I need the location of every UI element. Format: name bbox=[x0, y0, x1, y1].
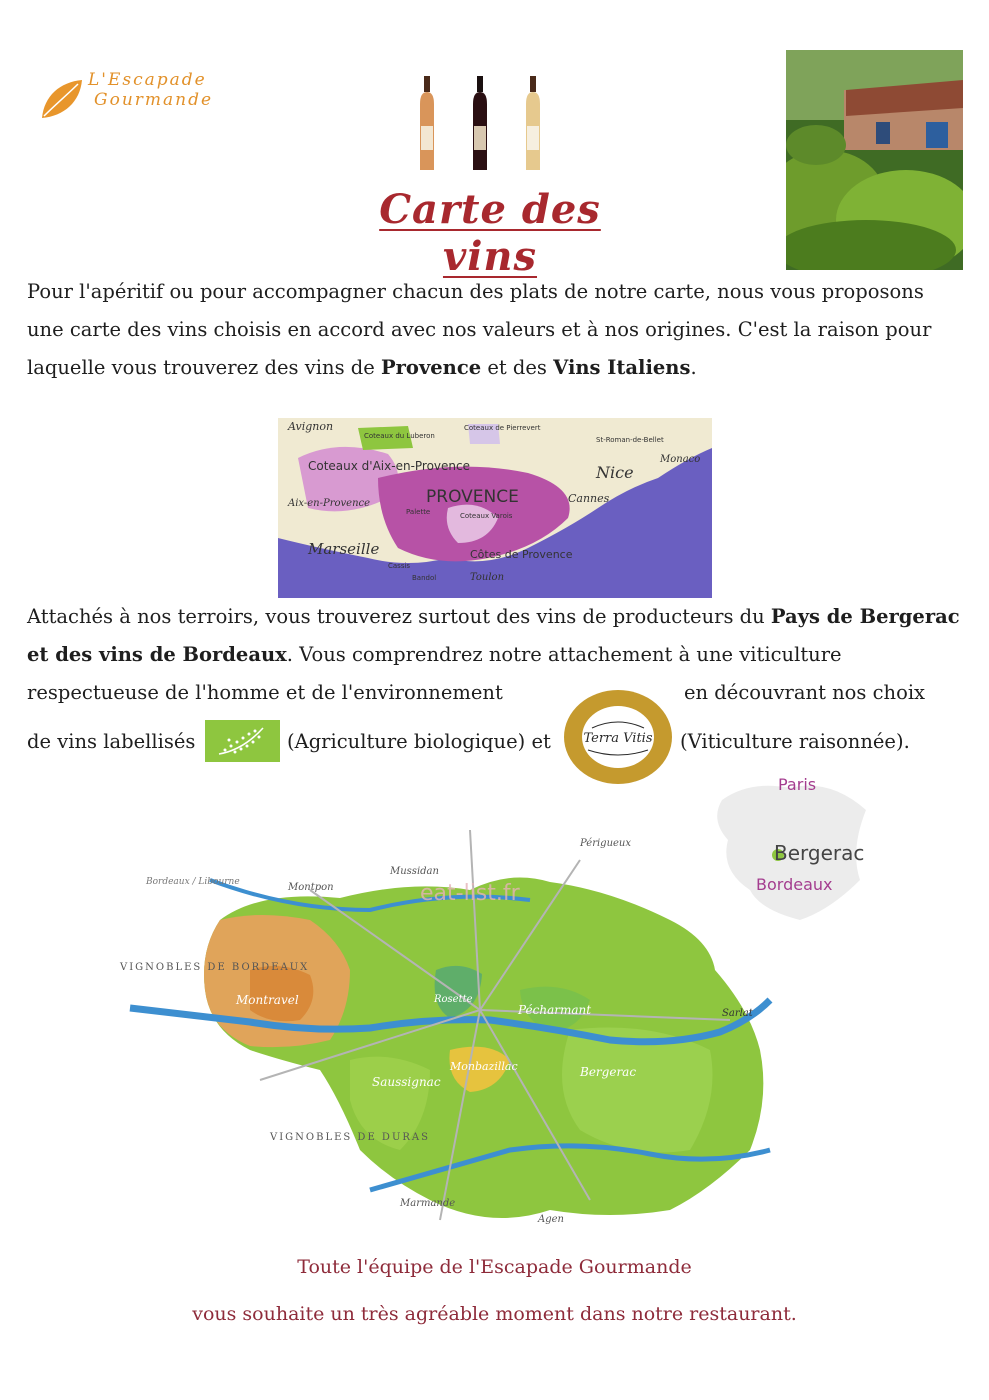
page-title: Carte des vins bbox=[379, 186, 601, 280]
terra-vitis-name: Terra Vitis bbox=[583, 731, 653, 746]
label-perigueux: Périgueux bbox=[580, 838, 632, 849]
label-vignobles-duras: VIGNOBLES DE DURAS bbox=[270, 1132, 430, 1143]
label-sarlat: Sarlat bbox=[722, 1008, 753, 1019]
label-bordeaux-libourne: Bordeaux / Libourne bbox=[146, 877, 240, 887]
bergerac-vineyards-map bbox=[110, 770, 870, 1240]
map-label-cotes-provence: Côtes de Provence bbox=[470, 548, 573, 561]
label-rosette: Rosette bbox=[434, 994, 473, 1005]
map-label-marseille: Marseille bbox=[308, 540, 380, 558]
map-label-toulon: Toulon bbox=[470, 572, 505, 583]
organic-leaf-badge-icon bbox=[205, 720, 280, 762]
label-mussidan: Mussidan bbox=[390, 866, 439, 877]
map-label-provence: PROVENCE bbox=[426, 487, 519, 507]
map-label-cannes: Cannes bbox=[568, 492, 610, 505]
italian-wines-highlight: Vins Italiens bbox=[553, 356, 691, 379]
label-monbazillac: Monbazillac bbox=[450, 1060, 518, 1073]
provence-map bbox=[278, 418, 712, 598]
label-montravel: Montravel bbox=[236, 993, 299, 1007]
leaf-icon bbox=[38, 76, 86, 124]
inset-paris: Paris bbox=[778, 775, 817, 794]
terroirs-raisonnee-text: (Viticulture raisonnée). bbox=[680, 730, 910, 753]
terroirs-line4-start: de vins labellisés bbox=[27, 730, 196, 753]
label-montpon: Montpon bbox=[288, 882, 334, 893]
vineyard-photo bbox=[786, 50, 963, 270]
map-label-nice: Nice bbox=[596, 463, 634, 482]
bergerac-bordeaux-highlight: Pays de Bergerac et des vins de Bordeaux bbox=[27, 605, 960, 666]
map-label-luberon: Coteaux du Luberon bbox=[364, 432, 435, 440]
label-marmande: Marmande bbox=[400, 1198, 456, 1209]
logo-line2: Gourmande bbox=[94, 90, 214, 110]
closing-line2: vous souhaite un très agréable moment dans notre restaurant. bbox=[192, 1303, 797, 1325]
terroirs-bio-text: (Agriculture biologique) et bbox=[287, 730, 551, 753]
map-label-coteaux-aix: Coteaux d'Aix-en-Provence bbox=[308, 459, 470, 473]
map-label-pierrevert: Coteaux de Pierrevert bbox=[464, 424, 541, 432]
map-label-cassis: Cassis bbox=[388, 562, 411, 570]
inset-bergerac: Bergerac bbox=[774, 841, 865, 865]
label-bergerac: Bergerac bbox=[580, 1065, 637, 1079]
intro-paragraph: Pour l'apéritif ou pour accompagner chacun des plats de notre carte, nous vous proposons une carte des vins choisis en accord avec nos valeurs et à nos origines. C'est la raison pour laquelle vous trouverez des vins de Provence et des Vins Italiens. bbox=[27, 280, 932, 379]
map-label-palette: Palette bbox=[406, 508, 431, 516]
label-agen: Agen bbox=[538, 1214, 564, 1225]
provence-highlight: Provence bbox=[381, 356, 482, 379]
label-pecharmant: Pécharmant bbox=[518, 1003, 592, 1017]
closing-line1: Toute l'équipe de l'Escapade Gourmande bbox=[297, 1256, 692, 1278]
inset-bordeaux: Bordeaux bbox=[756, 875, 833, 894]
map-label-bandol: Bandol bbox=[412, 574, 437, 582]
map-label-aix: Aix-en-Provence bbox=[288, 498, 371, 509]
map-label-avignon: Avignon bbox=[288, 420, 334, 433]
terroirs-line3-end: en découvrant nos choix bbox=[684, 681, 926, 704]
terroirs-paragraph: Attachés à nos terroirs, vous trouverez surtout des vins de producteurs du Pays de Bergerac et des vins de Bordeaux. Vous comprendrez notre attachement à une viticulture respectueuse de l'homme et de l'environnement bbox=[27, 605, 960, 704]
map-label-varois: Coteaux Varois bbox=[460, 512, 513, 520]
logo-line1: L'Escapade bbox=[88, 70, 207, 90]
label-saussignac: Saussignac bbox=[372, 1075, 441, 1089]
label-vignobles-bordeaux: VIGNOBLES DE BORDEAUX bbox=[120, 962, 310, 973]
restaurant-logo bbox=[38, 68, 238, 120]
map-label-bellet: St-Roman-de-Bellet bbox=[596, 436, 664, 444]
wine-bottles-image bbox=[408, 74, 558, 174]
map-label-monaco: Monaco bbox=[660, 454, 701, 465]
map-watermark: eat-list.fr bbox=[420, 881, 520, 906]
